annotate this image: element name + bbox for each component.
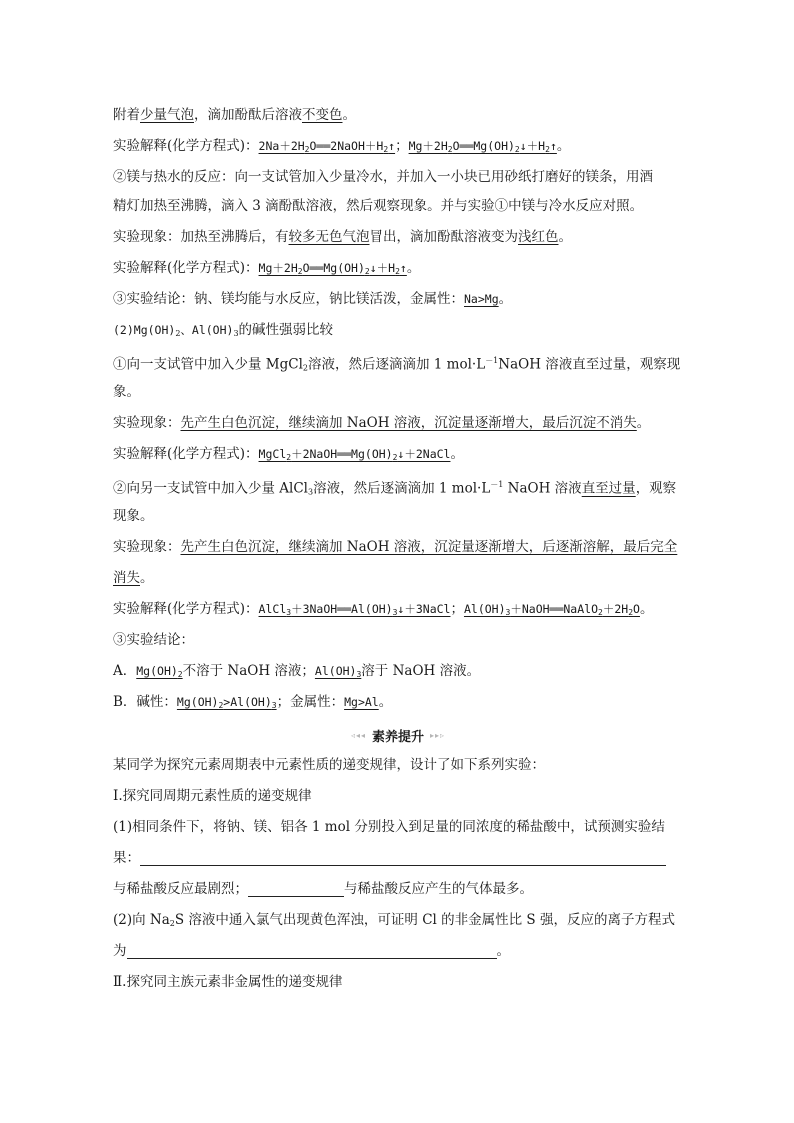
- answer-text: 浅红色: [518, 229, 559, 245]
- question-line: (2)向 $Na_2S$ 溶液中通入氯气出现黄色浑浊，可证明 Cl 的非金属性比 S 强，反应的离子方程式: [113, 912, 675, 928]
- question-line: (1)相同条件下，将钠、镁、铝各 1 mol 分别投入到足量的同浓度的稀盐酸中，试预测实验结: [113, 819, 665, 835]
- equation-line: [113, 254, 683, 285]
- answer-text: 少量气泡: [140, 107, 194, 123]
- answer-text: 先产生白色沉淀，继续滴加 NaOH 溶液，沉淀量逐渐增大，后逐渐溶解，最后完全: [180, 539, 678, 555]
- text-line: [113, 223, 683, 254]
- document-body: [113, 101, 683, 999]
- question-line: 与稀盐酸反应最剧烈； 与稀盐酸反应产生的气体最多。: [113, 875, 683, 906]
- text-line: [113, 163, 683, 192]
- answer-text: Mg>Al: [344, 695, 379, 709]
- section-banner: [113, 719, 683, 751]
- answer-text: 先产生白色沉淀，继续滴加 NaOH 溶液，沉淀量逐渐增大，最后沉淀不消失: [180, 415, 637, 431]
- text: 。: [556, 138, 571, 154]
- text: 。: [558, 229, 572, 245]
- equation-answer: $AlCl_3+3NaOH══Al(OH)_3↓+3NaCl$: [258, 602, 451, 617]
- question-line: 为 。: [113, 937, 683, 968]
- answer-text: $Mg(OH)_2$: [136, 664, 183, 679]
- text-line: ②向另一支试管中加入少量 AlCl$_3$溶液，然后逐滴滴加 1 $mol\cdot L^{-1}$ NaOH 溶液直至过量，观察: [113, 480, 677, 497]
- answer-text: 消失: [113, 570, 140, 586]
- answer-text: 直至过量: [581, 480, 636, 497]
- text: ②镁与热水的反应：向一支试管加入少量冷水，并加入一小块已用砂纸打磨好的镁条，用酒: [113, 169, 653, 185]
- equation-answer: $Mg+2H_2O══Mg(OH)_2↓+H_2↑$: [408, 139, 557, 154]
- text-line: 消失。: [113, 570, 154, 586]
- banner-title: 素养提升: [371, 729, 424, 745]
- subheading: $(2)Mg(OH)_2$、$Al(OH)_3$的碱性强弱比较: [113, 322, 334, 338]
- answer-text: 不变色: [302, 107, 343, 123]
- text: ③实验结论：钠、镁均能与水反应，钠比镁活泼，金属性：: [113, 291, 464, 307]
- text-line: A．$Mg(OH)_2$不溶于 NaOH 溶液；$Al(OH)_3$溶于 NaOH 溶液。: [113, 663, 481, 679]
- answer-text: 较多无色气泡: [288, 229, 370, 245]
- text-line: ①向一支试管中加入少量 MgCl$_2$溶液，然后逐滴滴加 1 $mol\cdot L^{-1}NaOH$ 溶液直至过量，观察现: [113, 356, 681, 373]
- right-arrows-icon: ▸▸▹: [430, 730, 446, 740]
- text: 附着: [113, 107, 140, 123]
- text: 精灯加热至沸腾，滴入 3 滴酚酞溶液，然后观察现象。并与实验①中镁与冷水反应对照。: [113, 198, 644, 214]
- label: 实验解释(化学方程式)：: [113, 138, 259, 154]
- equation-answer: $2Na+2H_2O══2NaOH+H_2↑$: [258, 139, 396, 154]
- text: ；: [395, 138, 409, 154]
- text: ，滴加酚酞后溶液: [194, 107, 302, 123]
- answer-text: $Mg(OH)_2>Al(OH)_3$: [176, 695, 277, 710]
- part-heading: Ⅱ.探究同主族元素非金属性的递变规律: [113, 974, 343, 990]
- text-line: [113, 192, 683, 223]
- equation-answer: $MgCl_2+2NaOH══Mg(OH)_2↓+2NaCl$: [258, 447, 451, 462]
- text: 。: [342, 107, 356, 123]
- equation-answer: $Mg+2H_2O══Mg(OH)_2↓+H_2↑$: [258, 261, 407, 276]
- text-line: 现象。: [113, 508, 154, 524]
- text-line: [113, 101, 683, 132]
- text: 。: [406, 260, 421, 276]
- answer-blank[interactable]: [140, 847, 666, 866]
- question-line: 果：: [113, 844, 683, 875]
- text-line: [113, 285, 683, 316]
- text-line: 实验现象：先产生白色沉淀，继续滴加 NaOH 溶液，沉淀量逐渐增大，最后沉淀不消失。: [113, 415, 651, 431]
- answer-blank[interactable]: [127, 940, 497, 959]
- text: 实验现象：加热至沸腾后，有: [113, 229, 289, 245]
- text-line: 象。: [113, 384, 140, 400]
- equation-line: [113, 132, 683, 163]
- part-heading: Ⅰ.探究同周期元素性质的递变规律: [113, 788, 312, 804]
- left-arrows-icon: ◃◂◂: [350, 730, 366, 740]
- answer-text: $Al(OH)_3$: [314, 664, 362, 679]
- answer-text: Na>Mg: [464, 292, 499, 306]
- answer-blank[interactable]: [248, 878, 344, 897]
- text-line: ③实验结论：: [113, 632, 194, 648]
- equation-line: 实验解释(化学方程式)：$AlCl_3+3NaOH══Al(OH)_3↓+3NaCl$；$Al(OH)_3+NaOH══NaAlO_2+2H_2O$。: [113, 601, 654, 617]
- text: 。: [498, 291, 513, 307]
- equation-line: 实验解释(化学方程式)：$MgCl_2+2NaOH══Mg(OH)_2↓+2NaCl$。: [113, 446, 464, 462]
- label: 实验解释(化学方程式)：: [113, 260, 259, 276]
- text: 冒出，滴加酚酞溶液变为: [369, 229, 518, 245]
- text-line: B．碱性：$Mg(OH)_2>Al(OH)_3$；金属性：Mg>Al。: [113, 694, 393, 710]
- text-line: 实验现象：先产生白色沉淀，继续滴加 NaOH 溶液，沉淀量逐渐增大，后逐渐溶解，最后完全: [113, 539, 678, 555]
- text-line: 某同学为探究元素周期表中元素性质的递变规律，设计了如下系列实验：: [113, 757, 545, 773]
- equation-answer: $Al(OH)_3+NaOH══NaAlO_2+2H_2O$: [463, 602, 640, 617]
